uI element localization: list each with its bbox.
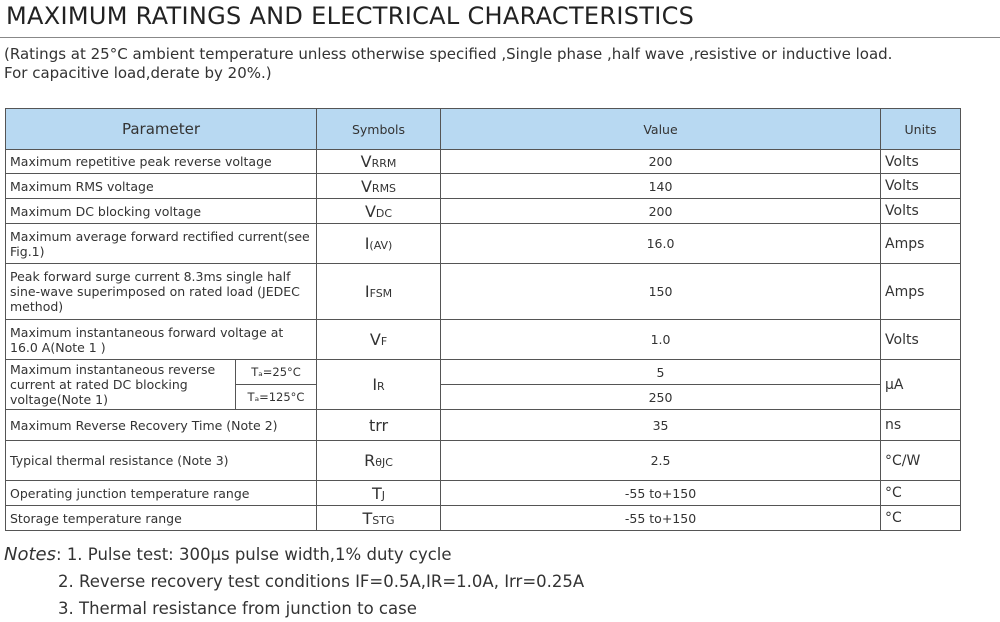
symbol-cell: TJ [317,481,441,506]
page-title: MAXIMUM RATINGS AND ELECTRICAL CHARACTERISTICS [6,2,695,30]
symbol-cell: VRRM [317,150,441,174]
ratings-conditions: (Ratings at 25°C ambient temperature unless otherwise specified ,Single phase ,half wave ,resistive or inductive load. For capacitive load,derate by 20%.) [4,45,893,82]
value-cell: -55 to+150 [441,481,881,506]
symbol-cell: VDC [317,199,441,224]
unit-cell: Volts [881,199,961,224]
table-row [6,481,961,506]
table-row [6,320,961,360]
value-cell: 5 [441,360,881,385]
symbol-cell: TSTG [317,506,441,531]
table-row [6,150,961,174]
parameter-cell: Storage temperature range [6,506,317,531]
table-row [6,360,961,385]
value-cell: 2.5 [441,441,881,481]
table-row [6,224,961,264]
table-row [6,199,961,224]
table-row [6,174,961,199]
notes-section [4,541,584,622]
header-parameter: Parameter [6,109,317,150]
parameter-cell: Maximum repetitive peak reverse voltage [6,150,317,174]
unit-cell: Amps [881,224,961,264]
value-cell: -55 to+150 [441,506,881,531]
value-cell: 200 [441,150,881,174]
parameter-cell: Maximum instantaneous forward voltage at 16.0 A(Note 1 ) [6,320,317,360]
table-row [6,410,961,441]
unit-cell: μA [881,360,961,410]
notes-heading: Notes [4,544,56,565]
header-symbols: Symbols [317,109,441,150]
parameter-cell: Operating junction temperature range [6,481,317,506]
value-cell: 1.0 [441,320,881,360]
note-item: 1. Pulse test: 300μs pulse width,1% duty cycle [66,545,452,564]
header-units: Units [881,109,961,150]
value-cell: 35 [441,410,881,441]
unit-cell: Volts [881,174,961,199]
symbol-cell: RθJC [317,441,441,481]
table-header-row [6,109,961,150]
unit-cell: °C [881,481,961,506]
table-row [6,441,961,481]
symbol-cell: trr [317,410,441,441]
condition-cell: Tₐ=125°C [236,385,317,410]
parameter-cell: Maximum average forward rectified current(see Fig.1) [6,224,317,264]
header-value: Value [441,109,881,150]
unit-cell: ns [881,410,961,441]
symbol-cell: I(AV) [317,224,441,264]
parameter-cell: Maximum instantaneous reverse current at rated DC blocking voltage(Note 1) [6,360,236,410]
value-cell: 200 [441,199,881,224]
table-row [6,264,961,320]
ratings-table [5,108,961,531]
value-cell: 16.0 [441,224,881,264]
note-item: 3. Thermal resistance from junction to case [58,599,417,618]
symbol-cell: IR [317,360,441,410]
unit-cell: Volts [881,150,961,174]
value-cell: 140 [441,174,881,199]
parameter-cell: Peak forward surge current 8.3ms single half sine-wave superimposed on rated load (JEDEC method) [6,264,317,320]
parameter-cell: Typical thermal resistance (Note 3) [6,441,317,481]
unit-cell: °C [881,506,961,531]
symbol-cell: VF [317,320,441,360]
parameter-cell: Maximum Reverse Recovery Time (Note 2) [6,410,317,441]
value-cell: 150 [441,264,881,320]
parameter-cell: Maximum DC blocking voltage [6,199,317,224]
note-item: 2. Reverse recovery test conditions IF=0.5A,IR=1.0A, Irr=0.25A [58,572,585,591]
unit-cell: °C/W [881,441,961,481]
symbol-cell: VRMS [317,174,441,199]
symbol-cell: IFSM [317,264,441,320]
unit-cell: Amps [881,264,961,320]
note-line: Notes: 1. Pulse test: 300μs pulse width,1% duty cycle [4,544,452,565]
table-row [6,506,961,531]
value-cell: 250 [441,385,881,410]
title-divider [0,37,1000,38]
unit-cell: Volts [881,320,961,360]
parameter-cell: Maximum RMS voltage [6,174,317,199]
condition-cell: Tₐ=25°C [236,360,317,385]
